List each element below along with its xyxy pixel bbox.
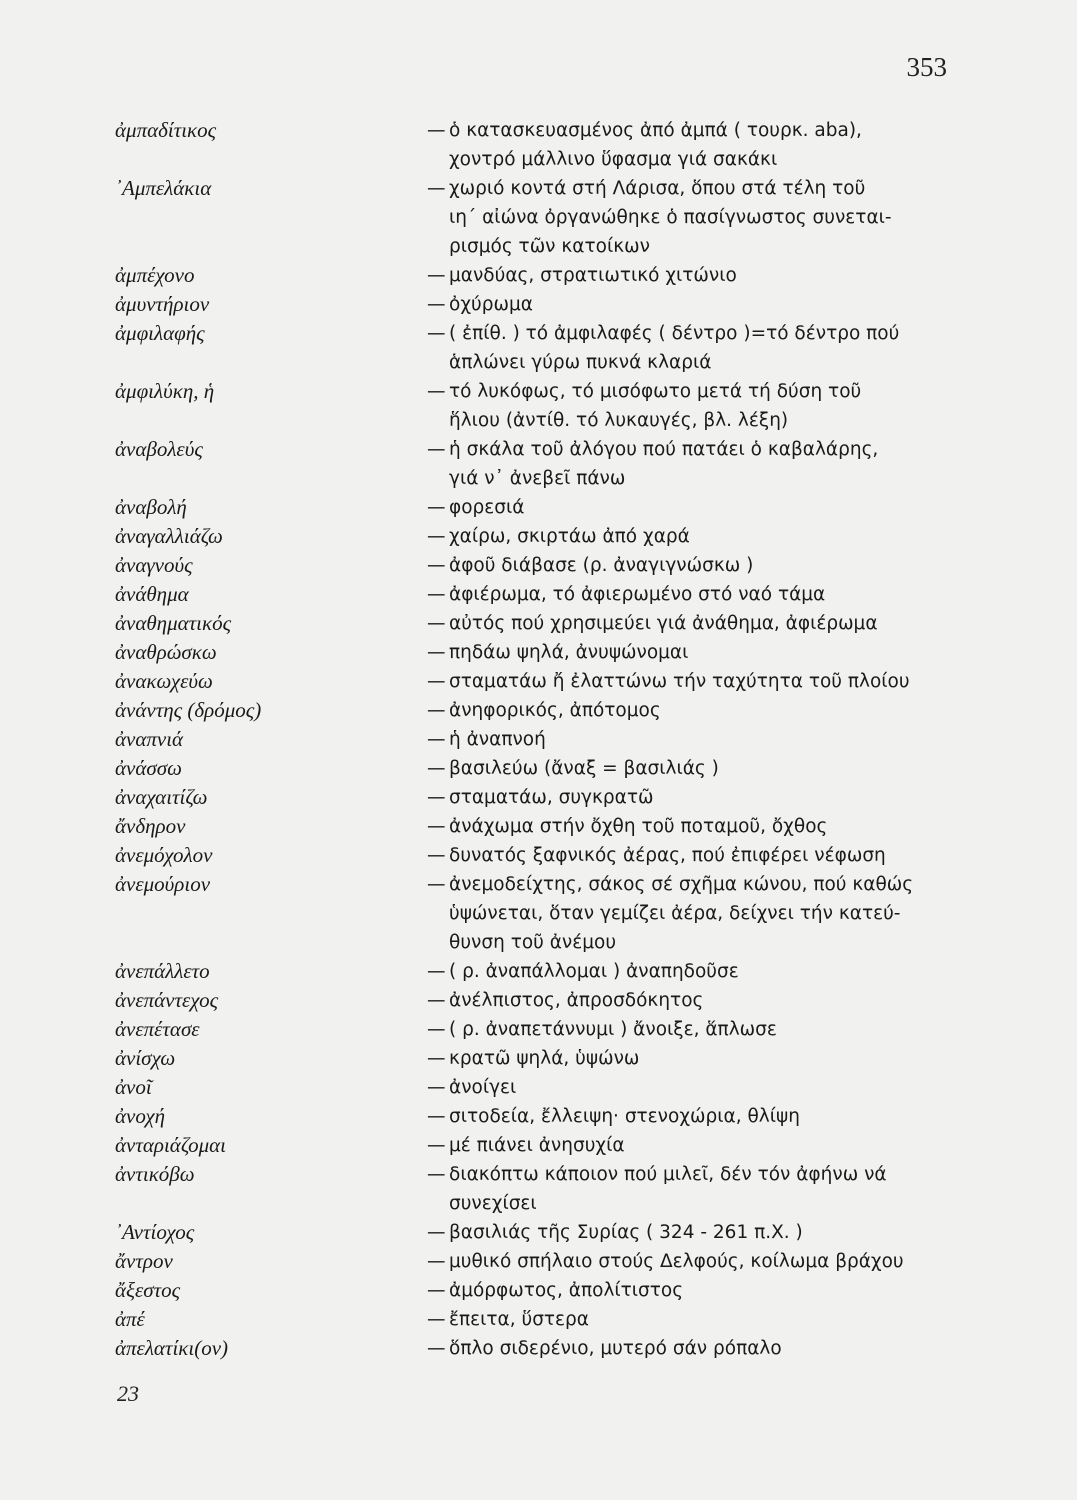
entry-term: ἀνάσσω	[115, 756, 182, 780]
definition-text: σταματάω ἤ ἐλαττώνω τήν ταχύτητα τοῦ πλοίου	[449, 671, 910, 692]
glossary-entry	[115, 986, 965, 1015]
definition-line	[427, 1247, 965, 1276]
entry-definition	[427, 116, 965, 174]
entry-term: ἀνοῖ	[115, 1075, 152, 1099]
entry-term: ἀναβολεύς	[115, 437, 203, 461]
glossary-entry	[115, 261, 965, 290]
definition-text: ἀφιέρωμα, τό ἀφιερωμένο στό ναό τάμα	[449, 584, 826, 605]
entry-definition	[427, 551, 965, 580]
entry-term: ᾿Αμπελάκια	[115, 176, 212, 200]
definition-dash: —	[427, 526, 446, 547]
entry-term: ἄνδηρον	[115, 814, 186, 838]
definition-text: μέ πιάνει ἀνησυχία	[449, 1135, 625, 1156]
definition-line	[427, 986, 965, 1015]
glossary-entry	[115, 1131, 965, 1160]
entry-term: ἀμπέχονο	[115, 263, 195, 287]
entry-definition	[427, 725, 965, 754]
definition-text: γιά ν᾿ ἀνεβεῖ πάνω	[449, 468, 626, 489]
definition-text: μανδύας, στρατιωτικό χιτώνιο	[449, 265, 737, 286]
entry-definition	[427, 1334, 965, 1363]
entry-definition	[427, 754, 965, 783]
entry-term: ἀνεπέτασε	[115, 1017, 200, 1041]
definition-text: ὅπλο σιδερένιο, μυτερό σάν ρόπαλο	[449, 1338, 782, 1359]
entry-term: ᾿Αντίοχος	[115, 1220, 195, 1244]
definition-line	[427, 638, 965, 667]
entry-definition	[427, 638, 965, 667]
definition-text: ὑψώνεται, ὅταν γεμίζει ἀέρα, δείχνει τήν κατεύ-	[449, 903, 901, 924]
glossary-entry	[115, 754, 965, 783]
glossary-entry	[115, 1334, 965, 1363]
entry-term: ἄντρον	[115, 1249, 173, 1273]
definition-text: ἥλιου (ἀντίθ. τό λυκαυγές, βλ. λέξη)	[449, 410, 789, 431]
glossary-entry	[115, 174, 965, 261]
entry-term: ἀπελατίκι(ον)	[115, 1336, 229, 1360]
entry-definition	[427, 783, 965, 812]
entry-definition	[427, 493, 965, 522]
definition-line	[427, 609, 965, 638]
definition-text: ἔπειτα, ὕστερα	[449, 1309, 589, 1330]
definition-line	[427, 493, 965, 522]
definition-dash: —	[427, 1338, 446, 1359]
definition-line	[427, 1218, 965, 1247]
definition-dash: —	[427, 265, 446, 286]
entry-definition	[427, 870, 965, 957]
definition-line	[427, 261, 965, 290]
definition-text: χοντρό μάλλινο ὕφασμα γιά σακάκι	[449, 149, 778, 170]
definition-line	[427, 696, 965, 725]
entry-definition	[427, 1160, 965, 1218]
definition-text: συνεχίσει	[449, 1193, 537, 1214]
glossary-entry	[115, 116, 965, 174]
entry-definition	[427, 1305, 965, 1334]
definition-text: ὁ κατασκευασμένος ἀπό ἀμπά ( τουρκ. aba),	[449, 120, 862, 141]
glossary-entry	[115, 319, 965, 377]
entry-term: ἀμφιλαφής	[115, 321, 205, 345]
definition-dash: —	[427, 381, 446, 402]
entry-term: ἀναθηματικός	[115, 611, 232, 635]
definition-line	[427, 348, 965, 377]
entry-term: ἀπέ	[115, 1307, 145, 1331]
entry-term: ἀνάντης (δρόμος)	[115, 698, 262, 722]
definition-line	[427, 551, 965, 580]
definition-dash: —	[427, 120, 446, 141]
entry-definition	[427, 1131, 965, 1160]
definition-line	[427, 928, 965, 957]
definition-text: αὐτός πού χρησιμεύει γιά ἀνάθημα, ἀφιέρωμα	[449, 613, 878, 634]
definition-line	[427, 754, 965, 783]
definition-text: διακόπτω κάποιον πού μιλεῖ, δέν τόν ἀφήνω νά	[449, 1164, 887, 1185]
entry-definition	[427, 1073, 965, 1102]
glossary-entry	[115, 493, 965, 522]
glossary-entry	[115, 667, 965, 696]
glossary-entry	[115, 1073, 965, 1102]
definition-text: ἀνοίγει	[449, 1077, 517, 1098]
entry-definition	[427, 812, 965, 841]
definition-line	[427, 464, 965, 493]
definition-dash: —	[427, 1106, 446, 1127]
glossary-entry	[115, 1044, 965, 1073]
definition-text: κρατῶ ψηλά, ὑψώνω	[449, 1048, 640, 1069]
entry-definition	[427, 1218, 965, 1247]
definition-text: ( ἐπίθ. ) τό ἀμφιλαφές ( δέντρο )=τό δέντρο πού	[449, 323, 900, 344]
glossary-entry	[115, 870, 965, 957]
entry-term: ἀμυντήριον	[115, 292, 210, 316]
entry-term: ἀνακωχεύω	[115, 669, 213, 693]
definition-dash: —	[427, 1164, 446, 1185]
glossary-list	[115, 116, 965, 1363]
definition-text: ( ρ. ἀναπετάννυμι ) ἄνοιξε, ἅπλωσε	[449, 1019, 777, 1040]
definition-text: δυνατός ξαφνικός ἀέρας, πού ἐπιφέρει νέφωση	[449, 845, 886, 866]
entry-term: ἀναβολή	[115, 495, 187, 519]
entry-definition	[427, 1276, 965, 1305]
entry-term: ἀνάθημα	[115, 582, 189, 606]
definition-dash: —	[427, 1048, 446, 1069]
definition-text: μυθικό σπήλαιο στούς Δελφούς, κοίλωμα βράχου	[449, 1251, 904, 1272]
definition-dash: —	[427, 497, 446, 518]
definition-line	[427, 725, 965, 754]
definition-text: ἁπλώνει γύρω πυκνά κλαριά	[449, 352, 712, 373]
entry-definition	[427, 609, 965, 638]
entry-term: ἀνεπάντεχος	[115, 988, 219, 1012]
glossary-entry	[115, 696, 965, 725]
glossary-entry	[115, 1218, 965, 1247]
definition-line	[427, 203, 965, 232]
definition-text: ἀνεμοδείχτης, σάκος σέ σχῆμα κώνου, πού καθώς	[449, 874, 914, 895]
definition-dash: —	[427, 990, 446, 1011]
definition-text: ρισμός τῶν κατοίκων	[449, 236, 650, 257]
glossary-entry	[115, 638, 965, 667]
definition-line	[427, 783, 965, 812]
definition-line	[427, 1160, 965, 1189]
definition-line	[427, 406, 965, 435]
glossary-entry	[115, 812, 965, 841]
definition-text: βασιλεύω (ἄναξ = βασιλιάς )	[449, 758, 719, 779]
entry-definition	[427, 319, 965, 377]
entry-definition	[427, 1102, 965, 1131]
entry-term: ἀμφιλύκη, ἡ	[115, 379, 215, 403]
definition-line	[427, 1334, 965, 1363]
definition-dash: —	[427, 439, 446, 460]
definition-dash: —	[427, 294, 446, 315]
entry-definition	[427, 1247, 965, 1276]
printer-signature: 23	[117, 1381, 139, 1406]
entry-definition	[427, 290, 965, 319]
entry-definition	[427, 435, 965, 493]
glossary-entry	[115, 377, 965, 435]
definition-text: σταματάω, συγκρατῶ	[449, 787, 654, 808]
definition-text: φορεσιά	[449, 497, 525, 518]
glossary-entry	[115, 1247, 965, 1276]
definition-line	[427, 1073, 965, 1102]
definition-line	[427, 290, 965, 319]
entry-term: ἄξεστος	[115, 1278, 181, 1302]
definition-dash: —	[427, 1280, 446, 1301]
entry-term: ἀναθρώσκω	[115, 640, 217, 664]
glossary-entry	[115, 841, 965, 870]
glossary-entry	[115, 580, 965, 609]
entry-term: ἀναγαλλιάζω	[115, 524, 223, 548]
glossary-entry	[115, 435, 965, 493]
entry-definition	[427, 522, 965, 551]
definition-text: θυνση τοῦ ἀνέμου	[449, 932, 617, 953]
definition-dash: —	[427, 1222, 446, 1243]
entry-term: ἀνεμόχολον	[115, 843, 213, 867]
definition-text: ὀχύρωμα	[449, 294, 533, 315]
definition-text: ( ρ. ἀναπάλλομαι ) ἀναπηδοῦσε	[449, 961, 739, 982]
definition-dash: —	[427, 671, 446, 692]
glossary-entry	[115, 725, 965, 754]
definition-dash: —	[427, 1077, 446, 1098]
glossary-entry	[115, 290, 965, 319]
definition-text: βασιλιάς τῆς Συρίας ( 324 - 261 π.Χ. )	[449, 1222, 803, 1243]
glossary-entry	[115, 1102, 965, 1131]
definition-dash: —	[427, 613, 446, 634]
definition-line	[427, 899, 965, 928]
glossary-entry	[115, 783, 965, 812]
definition-text: ἀνέλπιστος, ἀπροσδόκητος	[449, 990, 704, 1011]
definition-line	[427, 957, 965, 986]
definition-line	[427, 667, 965, 696]
glossary-entry	[115, 551, 965, 580]
definition-line	[427, 1015, 965, 1044]
definition-line	[427, 522, 965, 551]
entry-definition	[427, 1044, 965, 1073]
entry-term: ἀνοχή	[115, 1104, 166, 1128]
entry-term: ἀμπαδίτικος	[115, 118, 217, 142]
definition-dash: —	[427, 845, 446, 866]
definition-dash: —	[427, 700, 446, 721]
definition-line	[427, 1102, 965, 1131]
definition-dash: —	[427, 1019, 446, 1040]
definition-text: χαίρω, σκιρτάω ἀπό χαρά	[449, 526, 690, 547]
definition-line	[427, 232, 965, 261]
definition-text: τό λυκόφως, τό μισόφωτο μετά τή δύση τοῦ	[449, 381, 862, 402]
definition-dash: —	[427, 1135, 446, 1156]
definition-line	[427, 1189, 965, 1218]
definition-dash: —	[427, 874, 446, 895]
glossary-entry	[115, 1276, 965, 1305]
definition-text: ἀμόρφωτος, ἀπολίτιστος	[449, 1280, 684, 1301]
entry-definition	[427, 261, 965, 290]
definition-line	[427, 377, 965, 406]
entry-definition	[427, 580, 965, 609]
definition-dash: —	[427, 323, 446, 344]
glossary-entry	[115, 1015, 965, 1044]
definition-text: πηδάω ψηλά, ἀνυψώνομαι	[449, 642, 689, 663]
entry-definition	[427, 1015, 965, 1044]
definition-line	[427, 580, 965, 609]
definition-line	[427, 1305, 965, 1334]
entry-term: ἀνταριάζομαι	[115, 1133, 227, 1157]
entry-term: ἀναπνιά	[115, 727, 184, 751]
definition-dash: —	[427, 178, 446, 199]
definition-line	[427, 841, 965, 870]
entry-definition	[427, 377, 965, 435]
entry-term: ἀναχαιτίζω	[115, 785, 208, 809]
entry-definition	[427, 696, 965, 725]
definition-dash: —	[427, 1309, 446, 1330]
entry-term: ἀνίσχω	[115, 1046, 176, 1070]
definition-text: ἀνηφορικός, ἀπότομος	[449, 700, 661, 721]
glossary-entry	[115, 957, 965, 986]
definition-text: ἀνάχωμα στήν ὄχθη τοῦ ποταμοῦ, ὄχθος	[449, 816, 828, 837]
definition-line	[427, 116, 965, 145]
definition-line	[427, 174, 965, 203]
entry-definition	[427, 667, 965, 696]
definition-text: ἡ σκάλα τοῦ ἀλόγου πού πατάει ὁ καβαλάρης,	[449, 439, 879, 460]
definition-line	[427, 870, 965, 899]
definition-dash: —	[427, 1251, 446, 1272]
definition-line	[427, 1044, 965, 1073]
definition-dash: —	[427, 729, 446, 750]
entry-definition	[427, 174, 965, 261]
glossary-entry	[115, 1305, 965, 1334]
page-number: 353	[906, 52, 947, 82]
definition-line	[427, 1131, 965, 1160]
entry-term: ἀνεπάλλετο	[115, 959, 210, 983]
definition-line	[427, 435, 965, 464]
definition-text: ιη΄ αἰώνα ὀργανώθηκε ὁ πασίγνωστος συνεται-	[449, 207, 892, 228]
definition-text: ἀφοῦ διάβασε (ρ. ἀναγιγνώσκω )	[449, 555, 754, 576]
definition-line	[427, 145, 965, 174]
entry-term: ἀναγνούς	[115, 553, 193, 577]
definition-text: ἡ ἀναπνοή	[449, 729, 546, 750]
definition-dash: —	[427, 642, 446, 663]
definition-dash: —	[427, 555, 446, 576]
glossary-entry	[115, 522, 965, 551]
definition-dash: —	[427, 758, 446, 779]
definition-dash: —	[427, 816, 446, 837]
glossary-entry	[115, 1160, 965, 1218]
definition-line	[427, 319, 965, 348]
entry-term: ἀντικόβω	[115, 1162, 195, 1186]
definition-dash: —	[427, 961, 446, 982]
definition-line	[427, 812, 965, 841]
definition-text: χωριό κοντά στή Λάρισα, ὅπου στά τέλη τοῦ	[449, 178, 866, 199]
entry-definition	[427, 957, 965, 986]
definition-text: σιτοδεία, ἔλλειψη· στενοχώρια, θλίψη	[449, 1106, 800, 1127]
glossary-entry	[115, 609, 965, 638]
definition-dash: —	[427, 584, 446, 605]
entry-definition	[427, 841, 965, 870]
definition-dash: —	[427, 787, 446, 808]
entry-definition	[427, 986, 965, 1015]
entry-term: ἀνεμούριον	[115, 872, 211, 896]
definition-line	[427, 1276, 965, 1305]
